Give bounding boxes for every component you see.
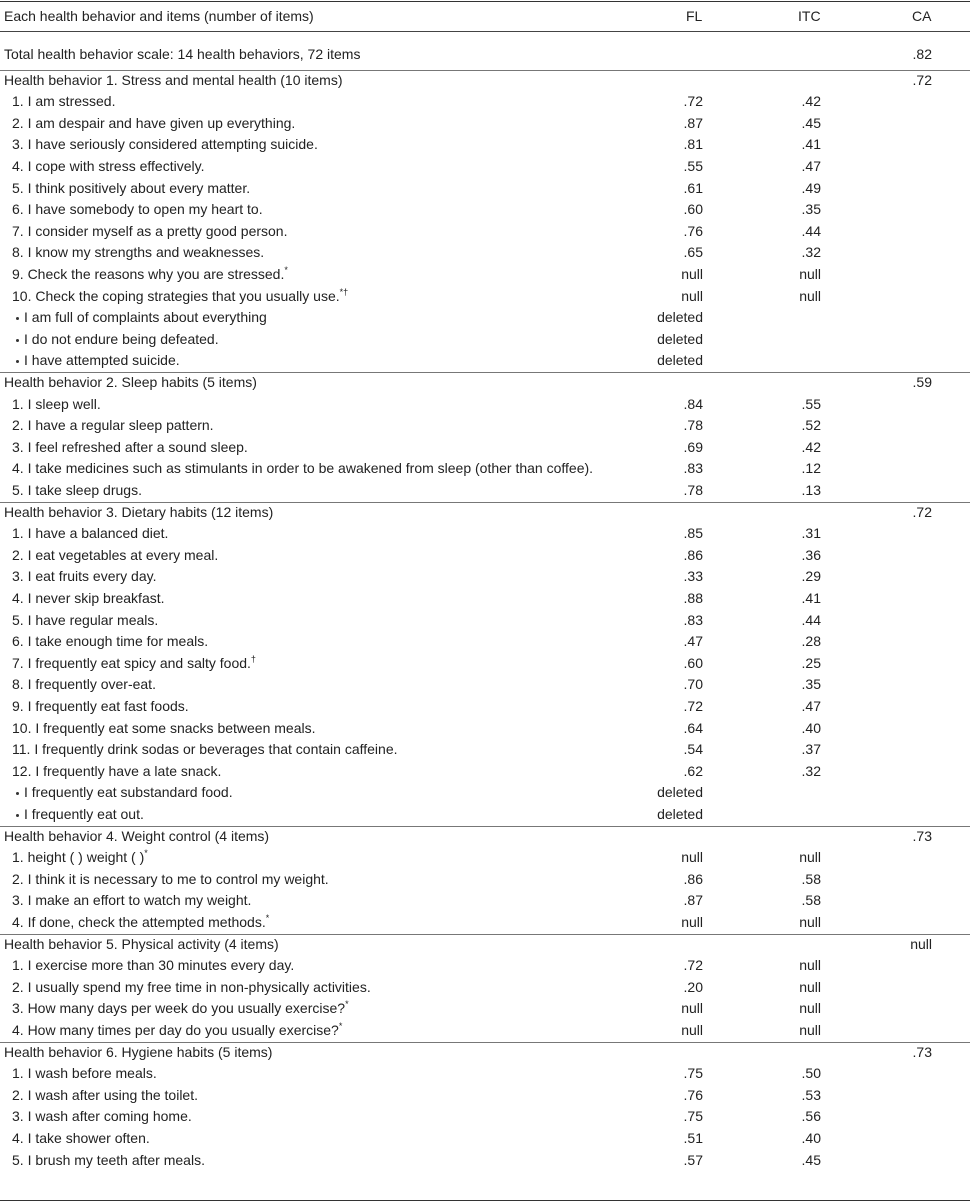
table-row [0,1020,970,1042]
row-label [4,70,343,90]
itc-value: .28 [801,633,821,650]
itc-value: .42 [801,438,821,455]
fl-value: null [681,266,703,282]
row-label-text: 4. How many times per day do you usually exercise? [12,1022,339,1038]
deleted-item-row [0,350,970,372]
fl-value: .60 [683,654,703,671]
row-label [12,1150,205,1170]
row-label-text: I have attempted suicide. [24,352,180,369]
row-label [12,199,263,219]
row-label [12,1063,157,1083]
header-fl: FL [686,8,703,24]
bullet-dot-icon [16,792,19,795]
row-label [12,631,208,651]
row-label [12,890,251,910]
ca-value: .72 [912,503,932,520]
row-label [12,1020,342,1040]
ca-value: null [910,935,932,952]
itc-value: .58 [801,892,821,909]
deleted-item-row [0,782,970,804]
row-label-text: 4. I take medicines such as stimulants in order to be awakened from sleep (other than coffee). [12,460,594,477]
row-label-text: 5. I think positively about every matter. [12,179,251,196]
fl-value: .83 [683,460,703,477]
row-label-text: I frequently eat out. [24,806,144,822]
row-label [12,113,295,133]
itc-value: .42 [801,93,821,110]
row-label-text: 11. I frequently drink sodas or beverages that contain caffeine. [12,741,398,758]
itc-value: .45 [801,114,821,131]
fl-value: .60 [683,201,703,218]
table-row [0,221,970,243]
row-label-text: 3. I eat fruits every day. [12,568,157,585]
section-row [0,934,970,956]
table-row [0,1128,970,1150]
fl-value: deleted [657,330,703,347]
row-label [16,329,219,349]
row-label-text: 1. I am stressed. [12,93,116,110]
row-label-text: 2. I think it is necessary to me to control my weight. [12,870,329,887]
table-row [0,718,970,740]
table-row [0,631,970,653]
row-label [12,523,168,543]
footnote-mark: * [265,913,270,923]
row-label [12,761,221,781]
fl-value: .20 [683,978,703,995]
table-row [0,955,970,977]
itc-value: .47 [801,158,821,174]
row-label-text: 2. I have a regular sleep pattern. [12,417,214,434]
row-label [12,415,214,435]
row-label [12,545,218,565]
fl-value: .55 [683,158,703,174]
fl-value: .72 [683,957,703,974]
row-label [12,458,593,478]
fl-value: .84 [683,395,703,412]
itc-value: .32 [801,244,821,261]
row-label-text: 6. I take enough time for meals. [12,633,209,650]
table-row [0,761,970,783]
fl-value: null [681,914,703,930]
fl-value: .83 [683,611,703,628]
footnote-mark: † [250,653,256,664]
ca-value: .82 [912,46,932,62]
table-row [0,134,970,156]
fl-value: .72 [683,93,703,110]
table-row [0,610,970,632]
bullet-dot-icon [16,814,19,817]
itc-value: .50 [801,1065,821,1082]
row-label [12,653,256,673]
row-label-text: 4. I never skip breakfast. [12,590,165,606]
table-row [0,1085,970,1107]
row-label-text: 5. I have regular meals. [12,611,159,628]
itc-value: .31 [801,525,821,542]
fl-value: .72 [683,698,703,714]
itc-value: .44 [801,611,821,628]
itc-value: null [799,1000,821,1017]
row-label [12,480,142,500]
table-row [0,739,970,761]
table-row [0,1150,970,1172]
row-label [12,566,156,586]
section-row [0,372,970,394]
fl-value: .76 [683,1086,703,1103]
table-row [0,178,970,200]
row-label [4,44,360,64]
ca-value: .73 [912,827,932,844]
fl-value: .62 [683,762,703,779]
itc-value: .40 [801,1130,821,1146]
section-row [0,502,970,524]
row-label-text: Health behavior 3. Dietary habits (12 items) [4,503,274,520]
total-row [0,44,970,66]
row-label [4,372,257,392]
row-label [16,804,144,824]
header-rule [0,31,970,32]
itc-value: .58 [801,870,821,887]
row-label-text: Health behavior 2. Sleep habits (5 items) [4,374,257,390]
itc-value: null [799,978,821,995]
row-label [16,350,180,370]
itc-value: null [799,849,821,866]
itc-value: .56 [801,1108,821,1125]
row-label [12,286,348,306]
row-label-text: 7. I consider myself as a pretty good person. [12,222,288,239]
row-label [12,1128,150,1148]
section-row [0,1042,970,1064]
table-row [0,264,970,286]
deleted-item-row [0,307,970,329]
table-header [0,2,970,31]
row-label-text: 8. I know my strengths and weaknesses. [12,244,265,261]
fl-value: .51 [683,1130,703,1146]
fl-value: .87 [683,114,703,131]
row-label-text: 4. I cope with stress effectively. [12,158,205,174]
itc-value: .32 [801,762,821,779]
row-label [16,782,233,802]
footnote-mark: * [338,1021,343,1031]
row-label-text: 1. I wash before meals. [12,1065,157,1082]
row-label-text: 3. I feel refreshed after a sound sleep. [12,438,248,455]
itc-value: .41 [801,136,821,153]
table-row [0,437,970,459]
fl-value: deleted [657,352,703,369]
fl-value: null [681,1000,703,1017]
fl-value: .75 [683,1065,703,1082]
deleted-item-row [0,329,970,351]
row-label [12,955,294,975]
row-label-text: 8. I frequently over-eat. [12,676,156,693]
itc-value: .25 [801,654,821,671]
table-row [0,242,970,264]
ca-value: .73 [912,1043,932,1060]
row-label [12,912,269,932]
bullet-dot-icon [16,360,19,363]
table-row [0,415,970,437]
fl-value: .87 [683,892,703,909]
row-label [12,91,115,111]
fl-value: .78 [683,482,703,498]
row-label-text: 2. I usually spend my free time in non-physically activities. [12,978,371,995]
itc-value: .45 [801,1151,821,1168]
row-label [12,178,250,198]
row-label [12,588,165,608]
table-row [0,1063,970,1085]
table-row [0,113,970,135]
itc-value: .29 [801,568,821,585]
fl-value: .54 [683,741,703,758]
table-row [0,696,970,718]
row-label-text: 1. I have a balanced diet. [12,525,169,542]
table-row [0,286,970,308]
row-label [12,242,264,262]
footnote-mark: *† [339,286,349,297]
fl-value: .85 [683,525,703,542]
table-row [0,199,970,221]
ca-value: .72 [912,71,932,88]
table-row [0,545,970,567]
row-label-text: 2. I am despair and have given up everything. [12,114,296,131]
itc-value: .53 [801,1086,821,1103]
row-label-text: Health behavior 5. Physical activity (4 items) [4,935,279,952]
row-label-text: 4. I take shower often. [12,1130,150,1146]
itc-value: null [799,957,821,974]
fl-value: .61 [683,179,703,196]
row-label [12,264,288,284]
fl-value: .47 [683,633,703,650]
fl-value: .57 [683,1151,703,1168]
table-row [0,480,970,502]
fl-value: .33 [683,568,703,585]
table-row [0,588,970,610]
row-label-text: 10. I frequently eat some snacks between meals. [12,719,316,736]
table-row [0,998,970,1020]
row-label [12,610,158,630]
itc-value: .37 [801,741,821,758]
row-label-text: 5. I brush my teeth after meals. [12,1151,205,1168]
row-label-text: I frequently eat substandard food. [24,784,233,801]
bullet-dot-icon [16,317,19,320]
row-label-text: 10. Check the coping strategies that you usually use. [12,287,340,304]
fl-value: .86 [683,870,703,887]
row-label [16,307,267,327]
row-label [4,934,279,954]
row-label-text: 9. I frequently eat fast foods. [12,698,189,714]
itc-value: .40 [801,719,821,736]
fl-value: .65 [683,244,703,261]
table-bottom-rule [0,1200,970,1201]
itc-value: null [799,287,821,304]
row-label-text: 1. I sleep well. [12,395,101,412]
fl-value: .78 [683,417,703,434]
table-row [0,458,970,480]
table-row [0,566,970,588]
row-label-text: 3. How many days per week do you usually exercise? [12,1000,346,1017]
itc-value: .35 [801,676,821,693]
row-label [12,1106,192,1126]
fl-value: .88 [683,590,703,606]
row-label-text: 5. I take sleep drugs. [12,482,142,498]
row-label [12,134,318,154]
itc-value: null [799,914,821,930]
row-label [12,718,316,738]
itc-value: .55 [801,395,821,412]
fl-value: .86 [683,546,703,563]
row-label [12,847,148,867]
row-label-text: Health behavior 1. Stress and mental health (10 items) [4,71,343,88]
fl-value: .81 [683,136,703,153]
itc-value: .52 [801,417,821,434]
itc-value: .41 [801,590,821,606]
header-label: Each health behavior and items (number of items) [4,8,314,24]
fl-value: .69 [683,438,703,455]
row-label [12,394,101,414]
itc-value: .36 [801,546,821,563]
itc-value: null [799,266,821,282]
fl-value: null [681,1022,703,1038]
table-row [0,394,970,416]
row-label-text: 1. I exercise more than 30 minutes every day. [12,957,295,974]
row-label-text: 12. I frequently have a late snack. [12,762,222,779]
header-itc: ITC [798,8,821,24]
table-row [0,869,970,891]
table-row [0,91,970,113]
header-ca: CA [912,8,932,24]
row-label-text: 1. height ( ) weight ( ) [12,849,145,866]
row-label [12,674,156,694]
row-label [12,437,248,457]
table-row [0,156,970,178]
table-row [0,653,970,675]
section-row [0,826,970,848]
row-label-text: I do not endure being defeated. [24,330,219,347]
fl-value: deleted [657,784,703,801]
row-label-text: I am full of complaints about everything [24,309,267,326]
row-label [4,826,269,846]
row-label-text: Health behavior 4. Weight control (4 items) [4,827,270,844]
row-label [12,1085,198,1105]
table-row [0,890,970,912]
table-row [0,977,970,999]
footnote-mark: * [144,848,148,859]
itc-value: .35 [801,201,821,218]
fl-value: deleted [657,806,703,822]
row-label-text: 3. I have seriously considered attempting suicide. [12,136,318,153]
row-label [12,977,371,997]
row-label [12,739,398,759]
fl-value: null [681,287,703,304]
fl-value: .64 [683,719,703,736]
table-row [0,674,970,696]
row-label-text: 6. I have somebody to open my heart to. [12,201,263,218]
row-label [12,998,349,1018]
row-label [12,696,189,716]
row-label-text: 2. I wash after using the toilet. [12,1086,198,1103]
row-label-text: 2. I eat vegetables at every meal. [12,546,219,563]
row-label-text: 3. I wash after coming home. [12,1108,192,1125]
section-row [0,70,970,92]
table-row [0,847,970,869]
itc-value: .13 [801,482,821,498]
row-label [12,869,329,889]
row-label-text: 7. I frequently eat spicy and salty food. [12,654,251,671]
row-label-text: Total health behavior scale: 14 health behaviors, 72 items [4,46,361,62]
itc-value: null [799,1022,821,1038]
row-label-text: 3. I make an effort to watch my weight. [12,892,252,909]
row-label-text: 4. If done, check the attempted methods. [12,914,266,930]
row-label [4,1042,272,1062]
row-label-text: Health behavior 6. Hygiene habits (5 items) [4,1043,273,1060]
deleted-item-row [0,804,970,826]
ca-value: .59 [912,374,932,390]
fl-value: .75 [683,1108,703,1125]
fl-value: .76 [683,222,703,239]
row-label [12,221,287,241]
row-label [12,156,204,176]
table-row [0,1106,970,1128]
row-label [4,502,273,522]
itc-value: .49 [801,179,821,196]
bullet-dot-icon [16,339,19,342]
itc-value: .12 [801,460,821,477]
footnote-mark: * [284,265,288,275]
table-row [0,523,970,545]
table-row [0,912,970,934]
fl-value: deleted [657,309,703,326]
row-label-text: 9. Check the reasons why you are stressed. [12,266,285,282]
fl-value: .70 [683,676,703,693]
fl-value: null [681,849,703,866]
footnote-mark: * [345,999,349,1010]
itc-value: .47 [801,698,821,714]
itc-value: .44 [801,222,821,239]
